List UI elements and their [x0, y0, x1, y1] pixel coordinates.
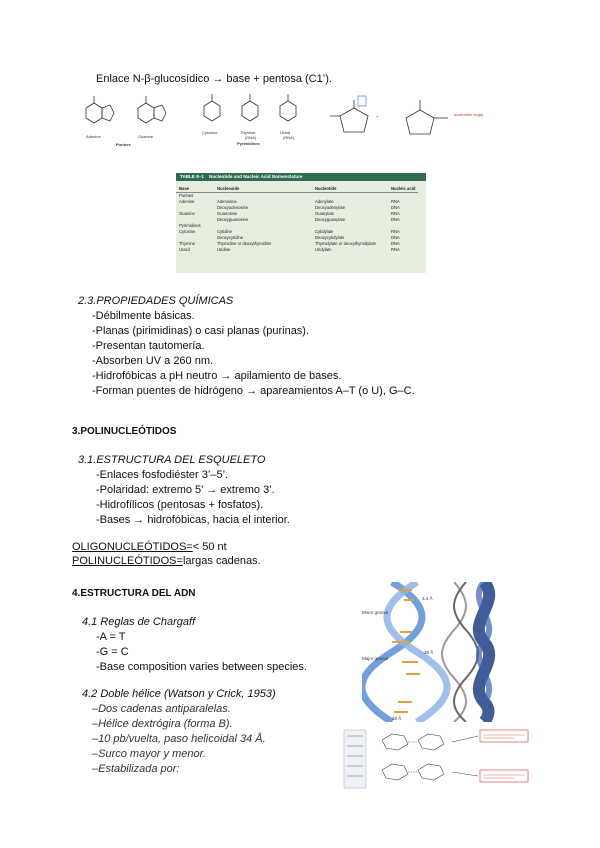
adenine-structure	[86, 96, 114, 123]
s31-item: -Polaridad: extremo 5’ → extremo 3’.	[96, 484, 275, 496]
cell: RNA	[391, 247, 400, 252]
cell: Guanine	[179, 211, 195, 216]
cell: Cytosine	[179, 229, 196, 234]
cell: Deoxyadenylate	[315, 205, 346, 210]
nucleobase-structures-figure	[72, 86, 512, 152]
uracil-label: Uracil	[280, 130, 291, 135]
s42-item: –Surco mayor y menor.	[92, 748, 206, 760]
s23-item: -Absorben UV a 260 nm.	[92, 355, 214, 367]
cell: Deoxycytidine	[217, 235, 244, 240]
ribbon-helix	[362, 582, 447, 722]
s42-item: –10 pb/vuelta, paso helicoidal 34 Å.	[92, 733, 266, 745]
uracil-note: (RNA)	[283, 135, 295, 140]
polynucleotides-line	[72, 554, 261, 569]
section-4-1-heading: 4.1 Reglas de Chargaff	[82, 616, 196, 628]
s42-item: –Dos cadenas antiparalelas.	[92, 703, 231, 715]
cell: Thymidine or deoxythymidine	[217, 241, 272, 246]
s41-item: -G = C	[96, 646, 129, 658]
header-nucleic-acid: Nucleic acid	[391, 186, 416, 191]
header-nucleotide: Nucleotide	[315, 186, 337, 191]
cell: DNA	[391, 241, 400, 246]
cell: Thymine	[179, 241, 196, 246]
s23-item: -Forman puentes de hidrógeno → apareamientos A–T (o U), G–C.	[92, 385, 415, 397]
cell: Deoxyadenosine	[217, 205, 249, 210]
red-annotation: nucleotide sugar	[454, 112, 484, 117]
cell: DNA	[391, 235, 400, 240]
pentose-ring-1	[330, 96, 368, 132]
s41-item: -Base composition varies between species.	[96, 661, 307, 673]
header-nucleoside: Nucleoside	[217, 186, 240, 191]
table-title-bar	[176, 173, 426, 181]
purines-label: Purines	[116, 142, 131, 147]
cell: RNA	[391, 211, 400, 216]
cell: DNA	[391, 205, 400, 210]
nomenclature-table	[176, 173, 426, 273]
thymine-label: Thymine	[240, 130, 256, 135]
major-groove-label: Major groove	[362, 656, 389, 661]
rise-label: 3.4 Å	[422, 596, 433, 601]
poli-def: largas cadenas.	[182, 555, 261, 567]
table-grid	[176, 186, 418, 253]
thymine-structure	[242, 94, 258, 121]
cell: RNA	[391, 199, 400, 204]
intro-text: Enlace N-β-glucosídico → base + pentosa (C1’).	[96, 73, 332, 85]
cytosine-label: Cytosine	[202, 130, 218, 135]
double-helix-figure	[362, 582, 502, 722]
guanine-label: Guanine	[138, 134, 154, 139]
ladder-helix	[442, 582, 478, 722]
cytosine-structure	[204, 94, 220, 121]
section-3-heading: 3.POLINUCLEÓTIDOS	[72, 426, 177, 437]
cell: Uracil	[179, 247, 190, 252]
section-4-heading: 4.ESTRUCTURA DEL ADN	[72, 588, 196, 599]
cell: DNA	[391, 217, 400, 222]
cell: Uridylate	[315, 247, 332, 252]
pyrimidines-label: Pyrimidines	[237, 141, 260, 146]
s31-item: -Hidrofílicos (pentosas + fosfatos).	[96, 499, 264, 511]
s31-item: -Enlaces fosfodiéster 3’–5’.	[96, 469, 229, 481]
section-4-2-heading: 4.2 Doble hélice (Watson y Crick, 1953)	[82, 688, 276, 700]
pentose-ring-2	[406, 100, 448, 134]
cell: Deoxyguanosine	[217, 217, 249, 222]
adenine-label: Adenine	[86, 134, 101, 139]
oligonucleotides-line	[72, 540, 227, 555]
svg-text:+: +	[376, 114, 379, 119]
s42-item: –Hélice dextrógira (forma B).	[92, 718, 233, 730]
oligo-term: OLIGONUCLEÓTIDOS=	[72, 541, 193, 553]
minor-groove-label: Minor groove	[362, 610, 389, 615]
uracil-structure	[280, 94, 296, 121]
cell: Cytidylate	[315, 229, 334, 234]
poli-term: POLINUCLEÓTIDOS=	[72, 555, 183, 567]
section-3-1-heading: 3.1.ESTRUCTURA DEL ESQUELETO	[78, 454, 266, 466]
cell: Adenosine	[217, 199, 237, 204]
cell: Thymidylate or deoxythymidylate	[315, 241, 376, 246]
s23-item: -Hidrofóbicas a pH neutro → apilamiento de bases.	[92, 370, 342, 382]
header-base: Base	[179, 186, 190, 191]
table-id: TABLE 8–1	[180, 174, 204, 179]
diameter-label: 20 Å	[392, 716, 402, 721]
cell: Deoxyguanylate	[315, 217, 346, 222]
oligo-def: < 50 nt	[192, 541, 227, 553]
guanine-structure	[138, 96, 166, 123]
cell: Adenylate	[315, 199, 334, 204]
space-filling-helix	[479, 582, 489, 722]
cell: Adenine	[179, 199, 195, 204]
s23-item: -Débilmente básicas.	[92, 310, 195, 322]
cell: Guanylate	[315, 211, 335, 216]
pitch-label: 36 Å	[424, 650, 434, 655]
cell: Pyrimidines	[179, 223, 201, 228]
cell: Cytidine	[217, 229, 233, 234]
table-title: Nucleotide and Nucleic Acid Nomenclature	[209, 174, 303, 179]
s23-item: -Presentan tautomería.	[92, 340, 205, 352]
s41-item: -A = T	[96, 631, 126, 643]
s23-item: -Planas (pirimidinas) o casi planas (purinas).	[92, 325, 310, 337]
s31-item: -Bases → hidrofóbicas, hacia el interior.	[96, 514, 290, 526]
cell: Guanosine	[217, 211, 238, 216]
cell: RNA	[391, 229, 400, 234]
cell: Deoxycytidylate	[315, 235, 345, 240]
section-2-3-heading: 2.3.PROPIEDADES QUÍMICAS	[78, 295, 234, 307]
base-pairing-figure	[342, 726, 532, 792]
table-row	[176, 247, 418, 253]
cell: Uridine	[217, 247, 231, 252]
thymine-note: (DNA)	[245, 135, 257, 140]
cell: Purines	[179, 193, 194, 198]
s42-item: –Estabilizada por:	[92, 763, 180, 775]
